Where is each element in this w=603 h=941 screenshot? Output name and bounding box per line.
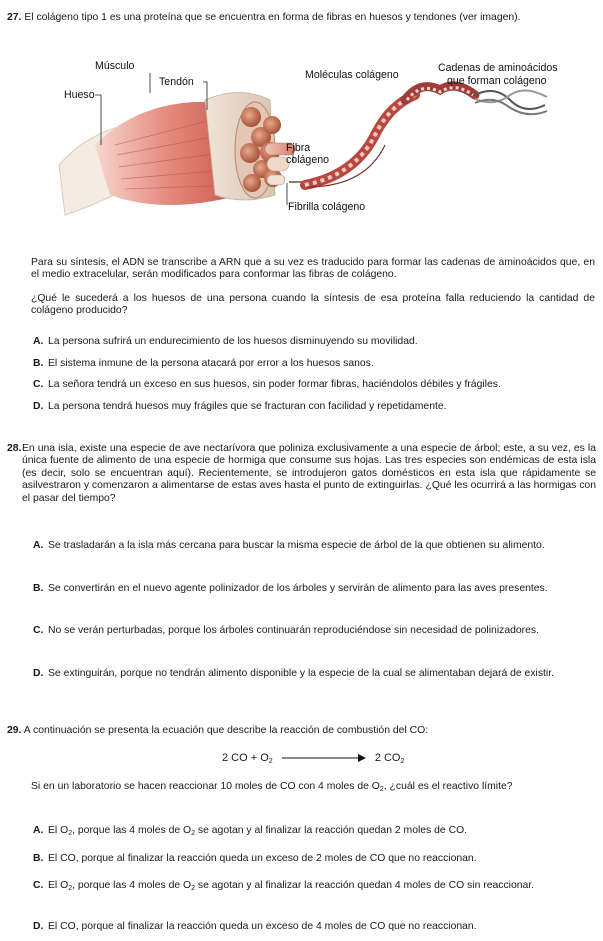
- q29-option-c-part-2: , porque las 4 moles de O: [72, 880, 192, 891]
- q29-option-a[interactable]: [33, 825, 595, 837]
- label-cadenas-1: Cadenas de aminoácidos: [438, 62, 558, 74]
- q27-option-c-letter: C.: [33, 379, 44, 390]
- q27-number: 27.: [7, 12, 22, 23]
- q29-option-c-sub-1: 2: [68, 885, 73, 892]
- q29-option-a-text: [48, 825, 595, 837]
- q27-intro: [7, 12, 596, 24]
- q27-option-c[interactable]: [33, 379, 595, 391]
- q29-option-d[interactable]: [33, 921, 595, 933]
- q27-option-d-text: La persona tendrá huesos muy frágiles que se fracturan con facilidad y repetidamente.: [48, 401, 447, 412]
- q27-para1: Para su síntesis, el ADN se transcribe a ARN que a su vez es traducido para formar las cadenas de aminoácidos que, en el medio extracelular, serán modificados para conformar las fibras de colágeno.: [31, 257, 595, 281]
- q29-option-d-letter: D.: [33, 921, 44, 932]
- q27-option-b-letter: B.: [33, 358, 44, 369]
- q29-intro-text: A continuación se presenta la ecuación que describe la reacción de combustión del CO:: [23, 725, 429, 736]
- label-fibra-2: colágeno: [286, 154, 330, 166]
- q27-option-a[interactable]: [33, 336, 595, 348]
- amino-acid-chains: [475, 90, 547, 114]
- q29-option-a-sub-2: 2: [191, 830, 196, 837]
- collagen-fiber-twist: [305, 95, 415, 187]
- reaction-arrow-icon: [280, 753, 368, 763]
- q27-intro-text: El colágeno tipo 1 es una proteína que se encuentra en forma de fibras en huesos y tendones (ver imagen).: [24, 12, 521, 23]
- q28-option-a-text: Se trasladarán a la isla más cercana para buscar la misma especie de árbol de la que obtienen su alimento.: [48, 540, 545, 551]
- q27-option-b[interactable]: [33, 358, 595, 370]
- label-moleculas: Moléculas colágeno: [305, 69, 399, 81]
- q29-option-b[interactable]: [33, 853, 595, 865]
- q29-option-c-text: [48, 880, 595, 892]
- q28-option-d-text: Se extinguirán, porque no tendrán alimento disponible y la especie de la cual se alimentaban dejará de existir.: [48, 668, 555, 679]
- q29-number: 29.: [7, 725, 22, 736]
- q29-question-part-1: Si en un laboratorio se hacen reaccionar 10 moles de CO con 4 moles de O: [31, 781, 380, 792]
- q27-option-d-letter: D.: [33, 401, 44, 412]
- q29-option-a-part-3: se agotan y al finalizar la reacción quedan 2 moles de CO.: [195, 825, 468, 836]
- q27-question: ¿Qué le sucederá a los huesos de una persona cuando la síntesis de esa proteína falla reduciendo la cantidad de colágeno producido?: [31, 293, 595, 317]
- equation-reactants-sub: 2: [268, 758, 273, 765]
- q28-intro: En una isla, existe una especie de ave nectarívora que poliniza exclusivamente a una especie de árbol; este, a su vez, es la única fuente de alimento de una especie de hormiga que consume sus hojas. Las tres especies son endémicas de esta isla (es decir, solo se encuentran aquí). Recientemente, se introdujeron gatos domésticos en esta isla que rápidamente se asilvestraron y comenzaron a alimentarse de estas aves hasta el punto de extinguirlas. ¿Qué les ocurrirá a las hormigas con el pasar del tiempo?: [22, 443, 596, 504]
- q29-option-c-letter: C.: [33, 880, 44, 891]
- q29-option-d-text: El CO, porque al finalizar la reacción queda un exceso de 4 moles de CO que no reaccionan.: [48, 921, 477, 932]
- q29-option-b-text: El CO, porque al finalizar la reacción queda un exceso de 2 moles de CO que no reaccionan.: [48, 853, 477, 864]
- q28-option-b-text: Se convertirán en el nuevo agente polinizador de los árboles y servirán de alimento para las aves presentes.: [48, 583, 548, 594]
- q27-option-b-text: El sistema inmune de la persona atacará por error a los huesos sanos.: [48, 358, 374, 369]
- q29-intro: [7, 725, 596, 737]
- q28-number: 28.: [7, 443, 22, 454]
- q27-option-a-text: La persona sufrirá un endurecimiento de los huesos disminuyendo su movilidad.: [48, 336, 418, 347]
- q28-option-a-letter: A.: [33, 540, 44, 551]
- q27-option-d[interactable]: [33, 401, 595, 413]
- q29-question-part-2: , ¿cuál es el reactivo límite?: [383, 781, 513, 792]
- q29-option-c-part-1: El O: [48, 880, 69, 891]
- q29-option-a-part-2: , porque las 4 moles de O: [72, 825, 192, 836]
- q29-equation: [222, 752, 404, 764]
- q28-option-d[interactable]: [33, 668, 595, 680]
- q29-option-a-sub-1: 2: [68, 830, 73, 837]
- q29-question-sub: 2: [379, 786, 384, 793]
- equation-products: 2 CO: [374, 752, 401, 764]
- q29-option-a-part-1: El O: [48, 825, 69, 836]
- label-musculo: Músculo: [95, 60, 135, 72]
- q28-option-c[interactable]: [33, 625, 595, 637]
- q27-option-c-text: La señora tendrá un exceso en sus huesos, sin poder formar fibras, haciéndolos débiles y frágiles.: [48, 379, 501, 390]
- q29-option-a-letter: A.: [33, 825, 44, 836]
- label-cadenas-2: que forman colágeno: [447, 75, 547, 87]
- equation-products-sub: 2: [400, 758, 405, 765]
- q28-option-a[interactable]: [33, 540, 595, 552]
- equation-reactants: 2 CO + O: [222, 752, 269, 764]
- q29-option-c-sub-2: 2: [191, 885, 196, 892]
- q28-option-b[interactable]: [33, 583, 595, 595]
- q29-question: [31, 781, 595, 793]
- label-fibrilla: Fibrilla colágeno: [288, 201, 366, 213]
- q28-option-d-letter: D.: [33, 668, 44, 679]
- label-fibra-1: Fibra: [286, 142, 311, 154]
- q28-option-b-letter: B.: [33, 583, 44, 594]
- collagen-figure: [55, 55, 585, 240]
- q28-option-c-letter: C.: [33, 625, 44, 636]
- q29-option-c[interactable]: [33, 880, 595, 892]
- label-tendon: Tendón: [159, 76, 194, 88]
- q27-option-a-letter: A.: [33, 336, 44, 347]
- q29-option-c-part-3: se agotan y al finalizar la reacción quedan 4 moles de CO sin reaccionar.: [195, 880, 535, 891]
- q28-option-c-text: No se verán perturbadas, porque los árboles continuarán reproduciéndose sin necesidad de polinizadores.: [48, 625, 539, 636]
- label-hueso: Hueso: [64, 89, 95, 101]
- q29-option-b-letter: B.: [33, 853, 44, 864]
